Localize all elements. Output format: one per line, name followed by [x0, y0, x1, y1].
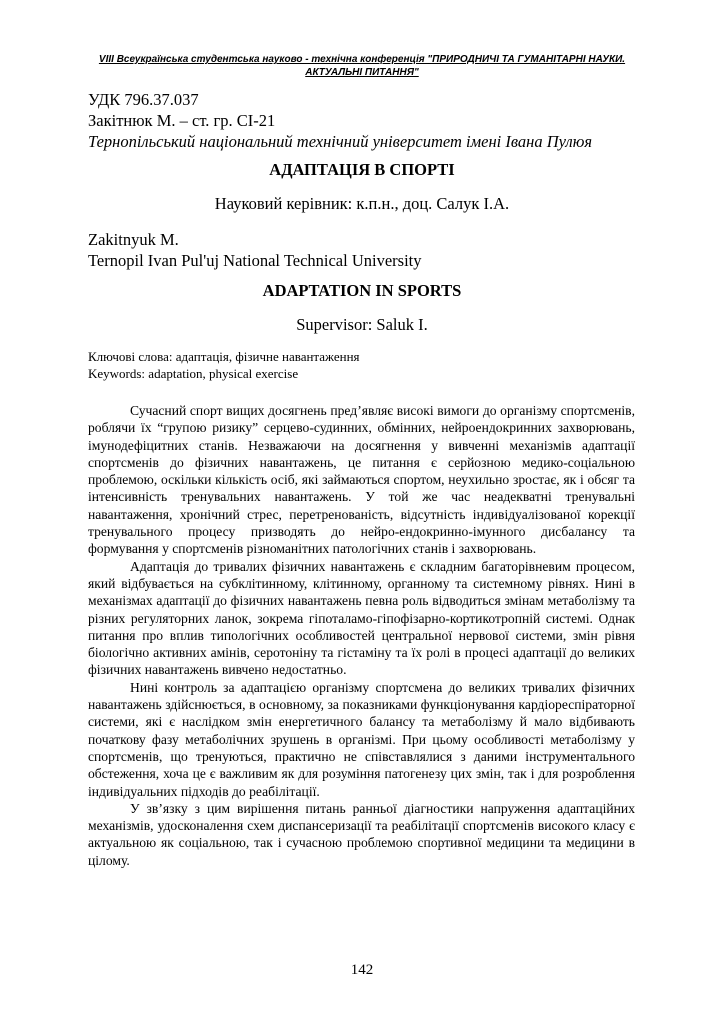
paragraph: У зв’язку з цим вирішення питань ранньої діагностики напруження адаптаційних механізмів, удосконалення схем диспансеризації та реабілітації спортсменів високого класу є актуальною як соціальною, так і сучасною проблемою спортивної медицини та медицини в цілому.	[88, 800, 635, 868]
author-ua: Закітнюк М. – ст. гр. СІ-21	[88, 111, 276, 130]
keywords-block	[88, 348, 648, 382]
page-number: 142	[350, 962, 374, 978]
body-text	[88, 402, 635, 869]
title-ua: АДАПТАЦІЯ В СПОРТІ	[269, 160, 455, 179]
author-block-en	[88, 229, 648, 271]
paragraph: Сучасний спорт вищих досягнень пред’являє високі вимоги до організму спортсменів, роблячи їх “групою ризику” серцево-судинних, обмінних, нейроендокринних захворювань, імунодефіцитних станів. Незважаючи на досягнення у вивченні механізмів адаптації спортсменів до фізичних навантажень, це питання є серйозною медико-соціальною проблемою, оскільки кількість осіб, які займаються спортом, неухильно зростає, як і обсяг та інтенсивність тренувальних навантажень. У той же час неадекватні тренувальні навантаження, хронічний стрес, перетренованість, відсутність індивідуалізованої корекції тренувального процесу призводять до нейро-ендокринно-імунного дисбалансу та формування у спортсменів різноманітних патологічних станів і захворювань.	[88, 403, 635, 557]
udk-code: УДК 796.37.037	[88, 90, 199, 109]
conference-header	[60, 53, 664, 79]
paragraph: Адаптація до тривалих фізичних навантажень є складним багаторівневим процесом, який відбувається на субклітинному, клітинному, органному та системному рівнях. Нині в механізмах адаптації до фізичних навантажень певна роль відводиться змінам метаболізму та різних регуляторних ланок, зокрема гіпоталамо-гіпофізарно-кортикотропній системі. Однак питання про вплив типологічних особливостей центральної нервової системи, змін рівня біологічно активних амінів, серотоніну та гістаміну та їх ролі в процесі адаптації до великих фізичних навантажень вивчено недостатньо.	[88, 558, 635, 678]
affiliation-ua: Тернопільський національний технічний університет імені Івана Пулюя	[88, 132, 593, 151]
keywords-ua: Ключові слова: адаптація, фізичне навантаження	[88, 349, 360, 364]
title-en: ADAPTATION IN SPORTS	[262, 281, 462, 300]
author-en: Zakitnyuk M.	[88, 230, 179, 249]
supervisor-en: Supervisor: Saluk I.	[296, 315, 428, 334]
keywords-en: Keywords: adaptation, physical exercise	[88, 366, 299, 381]
supervisor-ua: Науковий керівник: к.п.н., доц. Салук І.А.	[214, 194, 510, 213]
paragraph: Нині контроль за адаптацією організму спортсмена до великих тривалих фізичних навантажень здійснюється, в основному, за показниками функціонування кардіореспіраторної системи, які є наслідком змін енергетичного балансу та метаболізму й мало відбивають початкову фазу метаболічних зрушень в організмі. При цьому особливості метаболізму у спортсменів, що тренуються, практично не співставлялися з даними інструментального обстеження, хоча це є важливим як для розуміння патогенезу цих змін, так і для розроблення індивідуальних підходів до реабілітації.	[88, 679, 635, 799]
conference-header-line-1: VIII Всеукраїнська студентська науково - технічна конференція "ПРИРОДНИЧІ ТА ГУМАНІТАРНІ НАУКИ.	[98, 54, 626, 65]
author-block-ua	[88, 89, 648, 152]
affiliation-en: Ternopil Ivan Pul'uj National Technical University	[88, 251, 422, 270]
conference-header-line-2: АКТУАЛЬНІ ПИТАННЯ"	[305, 67, 419, 78]
